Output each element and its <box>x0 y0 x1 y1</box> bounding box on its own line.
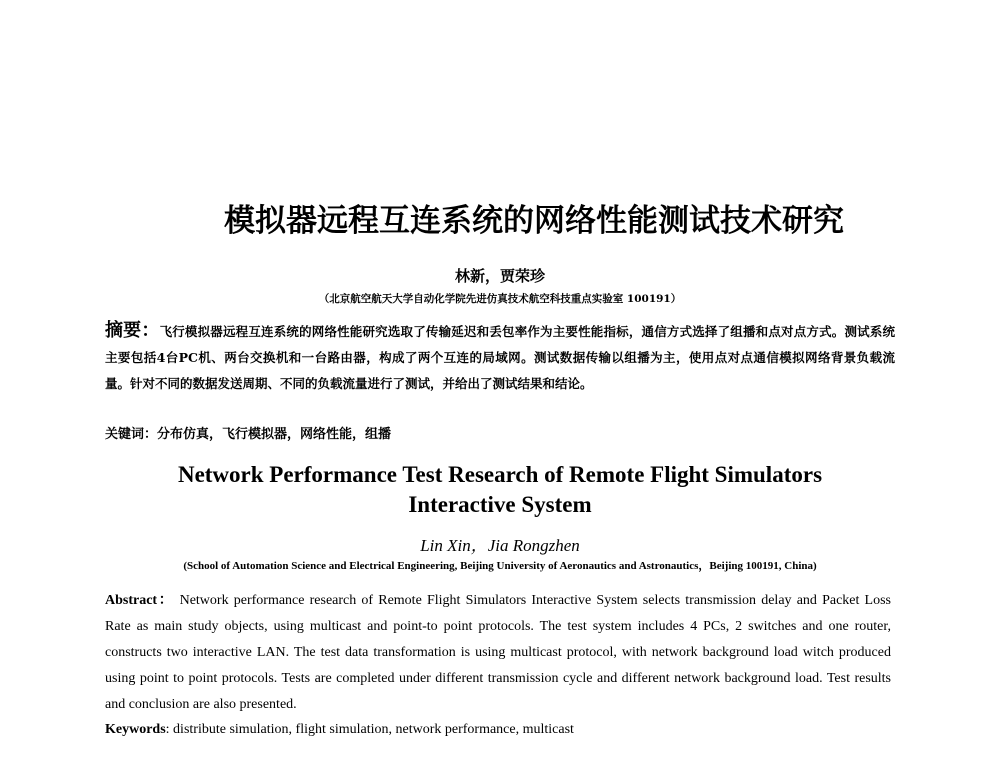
chinese-title: 模拟器远程互连系统的网络性能测试技术研究 <box>224 203 844 239</box>
english-abstract-label: Abstract： <box>105 593 175 608</box>
english-keywords <box>105 722 895 738</box>
chinese-abstract <box>105 318 895 397</box>
english-title-line-1: Network Performance Test Research of Remote Flight Simulators <box>177 462 823 487</box>
chinese-authors: 林新，贾荣珍 <box>454 267 545 285</box>
english-authors: Lin Xin，Jia Rongzhen <box>420 536 580 555</box>
chinese-keywords-text: 分布仿真，飞行模拟器，网络性能，组播 <box>157 427 392 442</box>
english-title-line-2: Interactive System <box>408 492 592 517</box>
english-title <box>0 460 1000 520</box>
chinese-abstract-label: 摘要： <box>105 320 160 341</box>
english-affiliation: (School of Automation Science and Electrical Engineering, Beijing University of Aeronautics and Astronautics，Beijing 100191, China) <box>183 560 817 572</box>
english-keywords-label: Keywords <box>105 722 166 737</box>
english-abstract <box>105 588 891 718</box>
english-abstract-text: Network performance research of Remote Flight Simulators Interactive System selects transmission delay and Packet Loss Rate as main study objects, using multicast and point-to point protocols. The test system includes 4 PCs, 2 switches and one router, constructs two interactive LAN. The test data transformation is using multicast protocol, with network background load witch produced using point to point protocols. Tests are completed under different transmission cycle and different network background load. Test results and conclusion are also presented. <box>105 593 891 712</box>
chinese-abstract-text: 飞行模拟器远程互连系统的网络性能研究选取了传输延迟和丢包率作为主要性能指标，通信方式选择了组播和点对点方式。测试系统主要包括4台PC机、两台交换机和一台路由器，构成了两个互连的局域网。测试数据传输以组播为主，使用点对点通信模拟网络背景负载流量。针对不同的数据发送周期、不同的负载流量进行了测试，并给出了测试结果和结论。 <box>105 324 896 391</box>
chinese-affiliation: （北京航空航天大学自动化学院先进仿真技术航空科技重点实验室 100191） <box>318 293 682 305</box>
chinese-keywords-label: 关键词： <box>105 427 158 442</box>
english-keywords-text: : distribute simulation, flight simulation, network performance, multicast <box>165 722 574 737</box>
chinese-keywords <box>105 423 895 442</box>
